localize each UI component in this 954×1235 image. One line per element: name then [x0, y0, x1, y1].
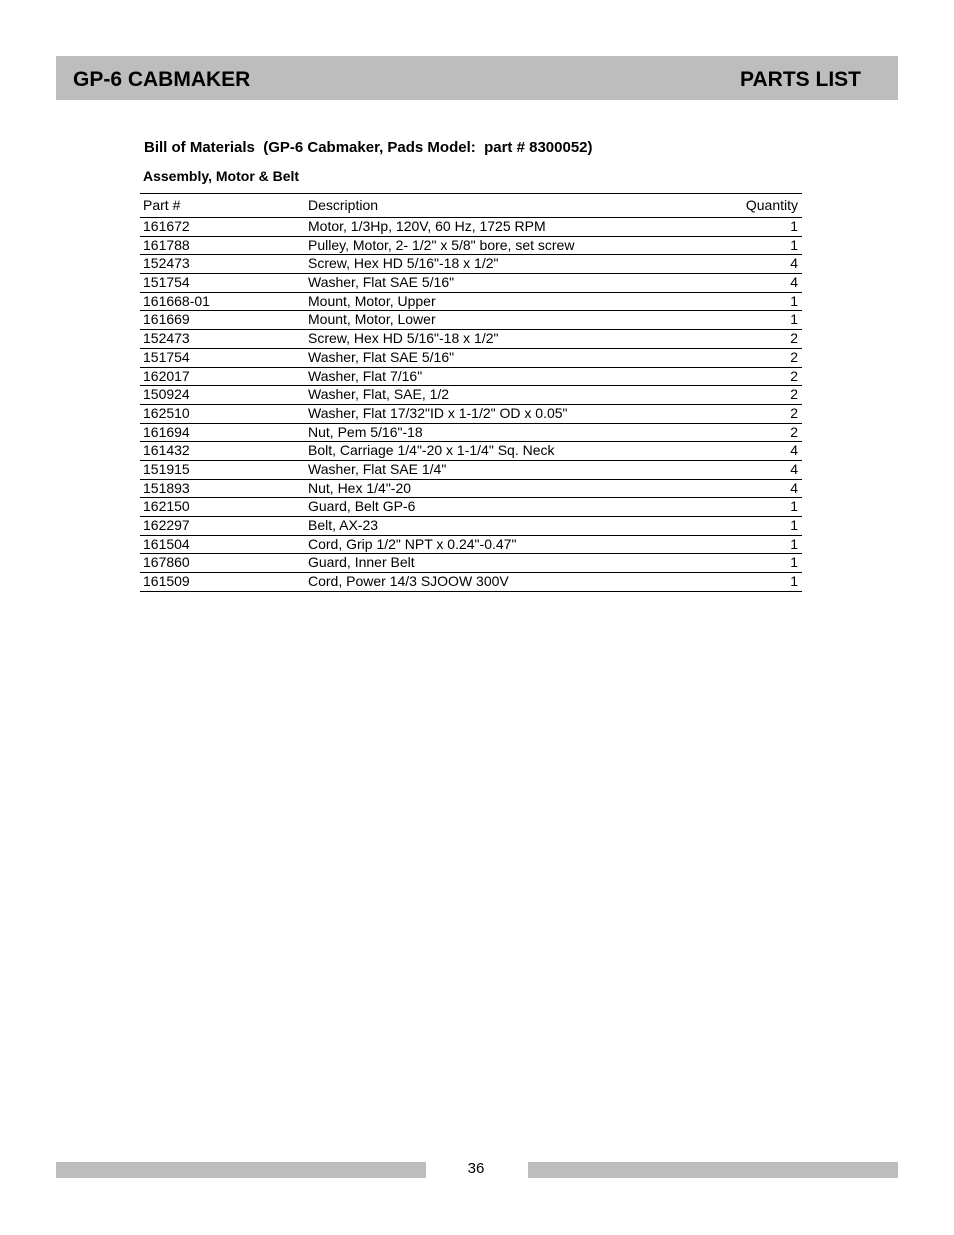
description-cell: Washer, Flat SAE 5/16" [308, 274, 708, 293]
table-row [140, 218, 802, 237]
quantity-cell: 1 [708, 218, 802, 237]
table-row [140, 535, 802, 554]
description-cell: Cord, Grip 1/2" NPT x 0.24"-0.47" [308, 535, 708, 554]
table-row [140, 236, 802, 255]
quantity-cell: 1 [708, 311, 802, 330]
description-cell: Mount, Motor, Upper [308, 292, 708, 311]
part-number-cell: 161788 [140, 236, 308, 255]
assembly-section-title: Assembly, Motor & Belt [143, 168, 300, 184]
part-number-cell: 152473 [140, 330, 308, 349]
quantity-cell: 2 [708, 330, 802, 349]
table-header-row [140, 194, 802, 218]
table-row [140, 517, 802, 536]
part-number-cell: 151754 [140, 348, 308, 367]
table-row [140, 554, 802, 573]
quantity-cell: 4 [708, 442, 802, 461]
part-number-cell: 162150 [140, 498, 308, 517]
part-number-cell: 161432 [140, 442, 308, 461]
part-number-cell: 151893 [140, 479, 308, 498]
table-row [140, 386, 802, 405]
bill-of-materials-title: Bill of Materials (GP-6 Cabmaker, Pads Model: part # 8300052) [144, 139, 593, 156]
description-cell: Belt, AX-23 [308, 517, 708, 536]
description-cell: Pulley, Motor, 2- 1/2" x 5/8" bore, set screw [308, 236, 708, 255]
part-number-cell: 161672 [140, 218, 308, 237]
quantity-cell: 4 [708, 274, 802, 293]
page-number: 36 [467, 1160, 485, 1177]
part-number-cell: 150924 [140, 386, 308, 405]
description-cell: Guard, Inner Belt [308, 554, 708, 573]
table-row [140, 311, 802, 330]
description-cell: Washer, Flat 7/16" [308, 367, 708, 386]
quantity-cell: 2 [708, 386, 802, 405]
part-number-cell: 161504 [140, 535, 308, 554]
description-cell: Guard, Belt GP-6 [308, 498, 708, 517]
column-header-description: Description [308, 194, 708, 218]
quantity-cell: 2 [708, 367, 802, 386]
quantity-cell: 2 [708, 423, 802, 442]
description-cell: Mount, Motor, Lower [308, 311, 708, 330]
description-cell: Nut, Hex 1/4"-20 [308, 479, 708, 498]
table-row [140, 367, 802, 386]
quantity-cell: 1 [708, 554, 802, 573]
footer-bar-left [56, 1162, 426, 1178]
quantity-cell: 1 [708, 292, 802, 311]
description-cell: Bolt, Carriage 1/4"-20 x 1-1/4" Sq. Neck [308, 442, 708, 461]
document-title: GP-6 CABMAKER [73, 68, 251, 91]
table-row [140, 330, 802, 349]
quantity-cell: 1 [708, 498, 802, 517]
description-cell: Screw, Hex HD 5/16"-18 x 1/2" [308, 330, 708, 349]
part-number-cell: 161509 [140, 573, 308, 592]
table-row [140, 573, 802, 592]
parts-table-body [140, 218, 802, 592]
description-cell: Washer, Flat SAE 1/4" [308, 460, 708, 479]
description-cell: Screw, Hex HD 5/16"-18 x 1/2" [308, 255, 708, 274]
table-row [140, 460, 802, 479]
description-cell: Washer, Flat SAE 5/16" [308, 348, 708, 367]
description-cell: Washer, Flat 17/32"ID x 1-1/2" OD x 0.05" [308, 404, 708, 423]
description-cell: Cord, Power 14/3 SJOOW 300V [308, 573, 708, 592]
quantity-cell: 1 [708, 573, 802, 592]
part-number-cell: 151915 [140, 460, 308, 479]
description-cell: Nut, Pem 5/16"-18 [308, 423, 708, 442]
parts-table [140, 193, 802, 592]
description-cell: Motor, 1/3Hp, 120V, 60 Hz, 1725 RPM [308, 218, 708, 237]
quantity-cell: 2 [708, 348, 802, 367]
part-number-cell: 162297 [140, 517, 308, 536]
section-heading: PARTS LIST [740, 68, 861, 91]
table-row [140, 292, 802, 311]
part-number-cell: 161694 [140, 423, 308, 442]
table-row [140, 423, 802, 442]
table-row [140, 404, 802, 423]
quantity-cell: 1 [708, 535, 802, 554]
quantity-cell: 2 [708, 404, 802, 423]
column-header-quantity: Quantity [708, 194, 802, 218]
table-row [140, 442, 802, 461]
table-row [140, 348, 802, 367]
part-number-cell: 167860 [140, 554, 308, 573]
quantity-cell: 4 [708, 479, 802, 498]
table-row [140, 498, 802, 517]
footer-bar-right [528, 1162, 898, 1178]
part-number-cell: 152473 [140, 255, 308, 274]
quantity-cell: 1 [708, 517, 802, 536]
part-number-cell: 162017 [140, 367, 308, 386]
description-cell: Washer, Flat, SAE, 1/2 [308, 386, 708, 405]
table-row [140, 479, 802, 498]
column-header-part: Part # [140, 194, 308, 218]
quantity-cell: 1 [708, 236, 802, 255]
table-row [140, 255, 802, 274]
part-number-cell: 161668-01 [140, 292, 308, 311]
page-header-bar [56, 56, 898, 100]
part-number-cell: 151754 [140, 274, 308, 293]
quantity-cell: 4 [708, 255, 802, 274]
quantity-cell: 4 [708, 460, 802, 479]
part-number-cell: 162510 [140, 404, 308, 423]
part-number-cell: 161669 [140, 311, 308, 330]
table-row [140, 274, 802, 293]
